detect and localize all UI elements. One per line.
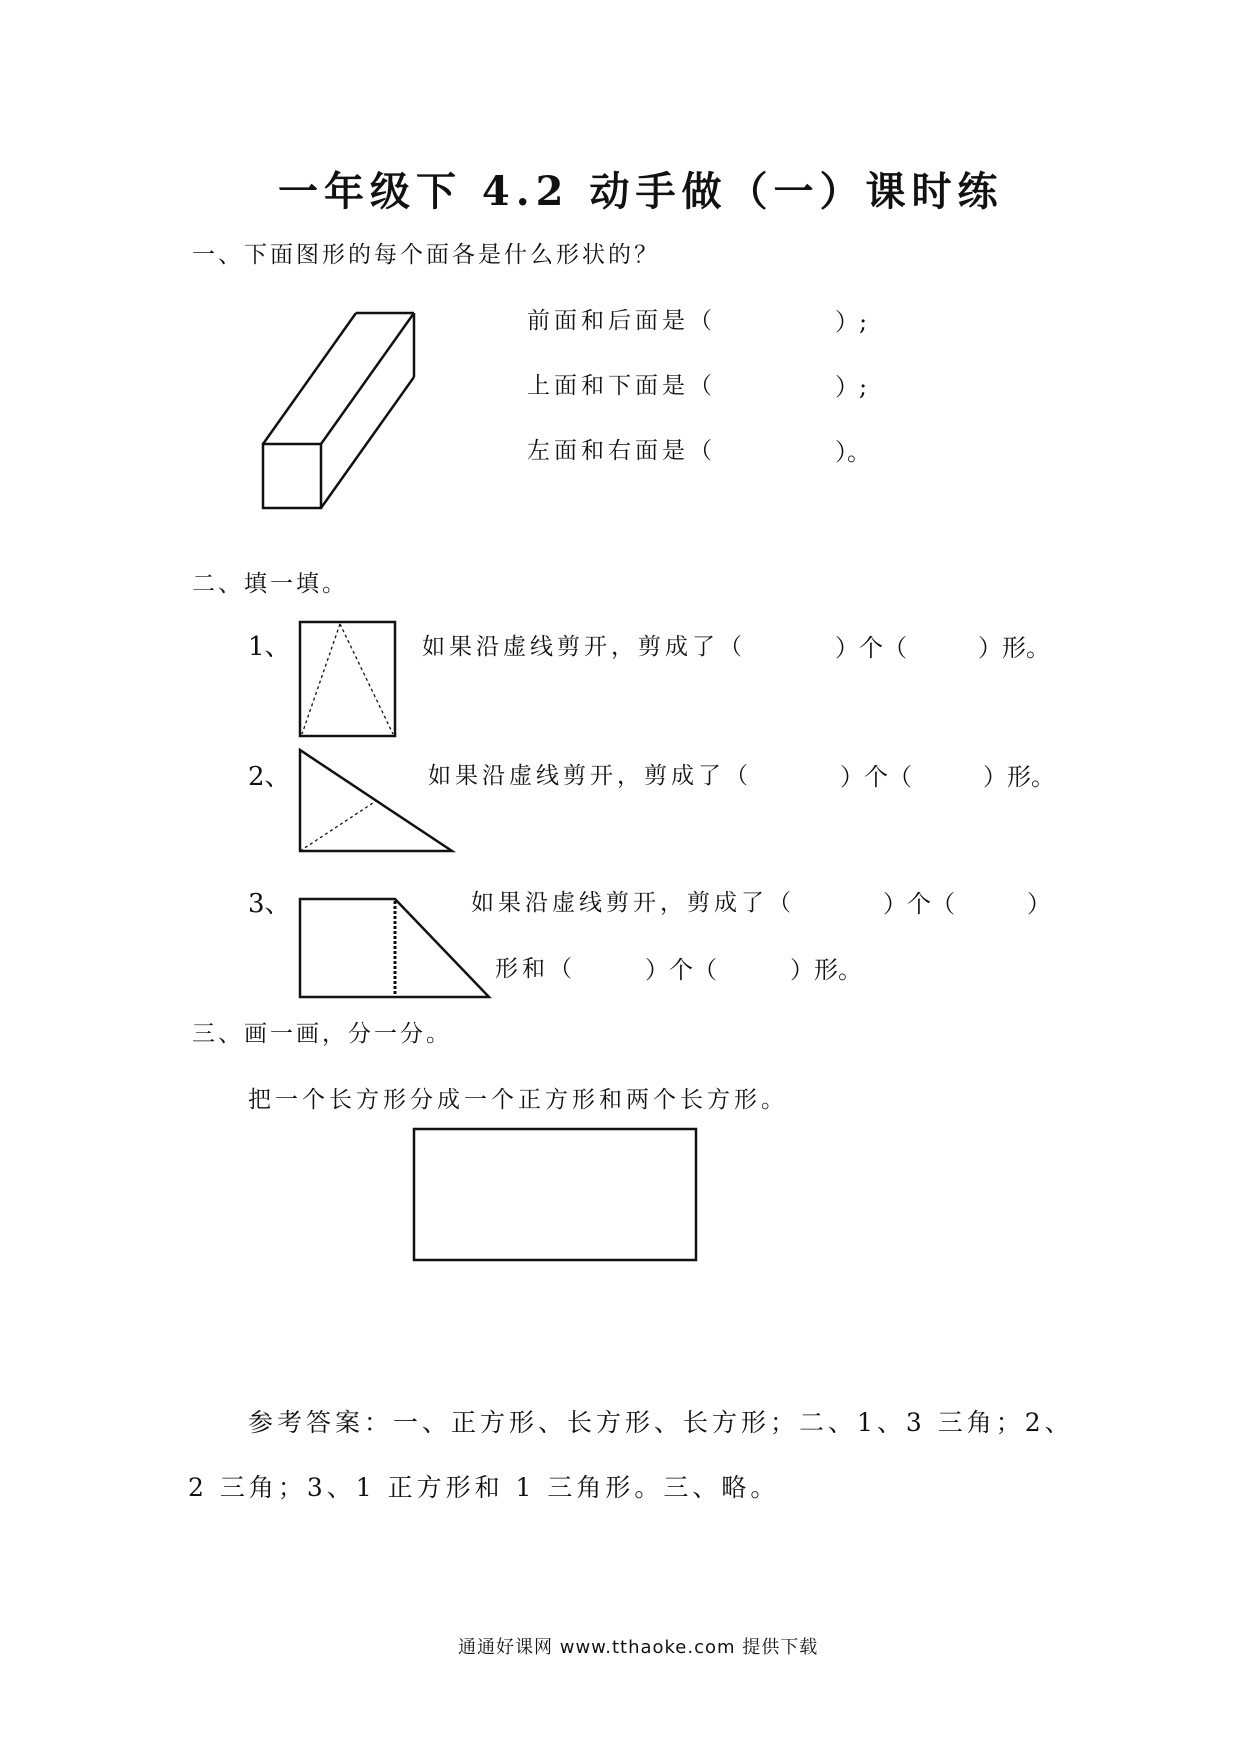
figure-trapezoid-dashed [300, 899, 489, 997]
figure-rectangle-to-divide [414, 1129, 696, 1260]
q1-heading: 一、下面图形的每个面各是什么形状的？ [192, 242, 660, 268]
q3-heading: 三、画一画，分一分。 [192, 1021, 452, 1047]
page-title: 一年级下 4.2 动手做（一）课时练 [278, 168, 1004, 215]
q1-left-right-label: 左面和右面是（ [527, 438, 716, 464]
q2-item2-end: ）形。 [983, 763, 1055, 791]
q2-item1-end: ）形。 [978, 634, 1050, 662]
figure-rect-dashed-triangle [300, 622, 395, 736]
q2-item1-text: 如果沿虚线剪开，剪成了（ [422, 634, 746, 660]
footer-credit: 通通好课网 www.tthaoke.com 提供下载 [458, 1637, 819, 1658]
q2-item3-line2-end: ）形。 [790, 956, 862, 984]
q3-instruction: 把一个长方形分成一个正方形和两个长方形。 [248, 1087, 788, 1113]
q2-item1-number: 1、 [248, 632, 291, 662]
q2-item3-number: 3、 [248, 889, 291, 919]
q1-top-bottom-label: 上面和下面是（ [527, 373, 716, 399]
q2-item1-mid: ）个（ [835, 634, 907, 662]
q2-item3-text: 如果沿虚线剪开，剪成了（ [471, 890, 795, 916]
q2-item2-number: 2、 [248, 762, 291, 792]
q1-top-bottom-close: ）; [835, 373, 868, 401]
q1-front-back-close: ）; [835, 308, 868, 336]
q2-item2-text: 如果沿虚线剪开，剪成了（ [428, 763, 752, 789]
cuboid-figure [263, 313, 414, 508]
q2-heading: 二、填一填。 [192, 571, 348, 597]
q2-item3-mid: ）个（ [883, 890, 955, 918]
q2-item3-line2-start: 形和（ [495, 956, 576, 982]
answer-key-line1: 参考答案：一、正方形、长方形、长方形；二、1、3 三角；2、 [248, 1408, 1074, 1437]
q1-left-right-close: ）。 [835, 438, 871, 466]
q2-item3-line2-mid: ）个（ [645, 956, 717, 984]
q2-item3-end: ） [1027, 890, 1051, 918]
q2-item2-mid: ）个（ [840, 763, 912, 791]
answer-key-line2: 2 三角；3、1 正方形和 1 三角形。三、略。 [188, 1473, 780, 1502]
q1-front-back-label: 前面和后面是（ [527, 308, 716, 334]
